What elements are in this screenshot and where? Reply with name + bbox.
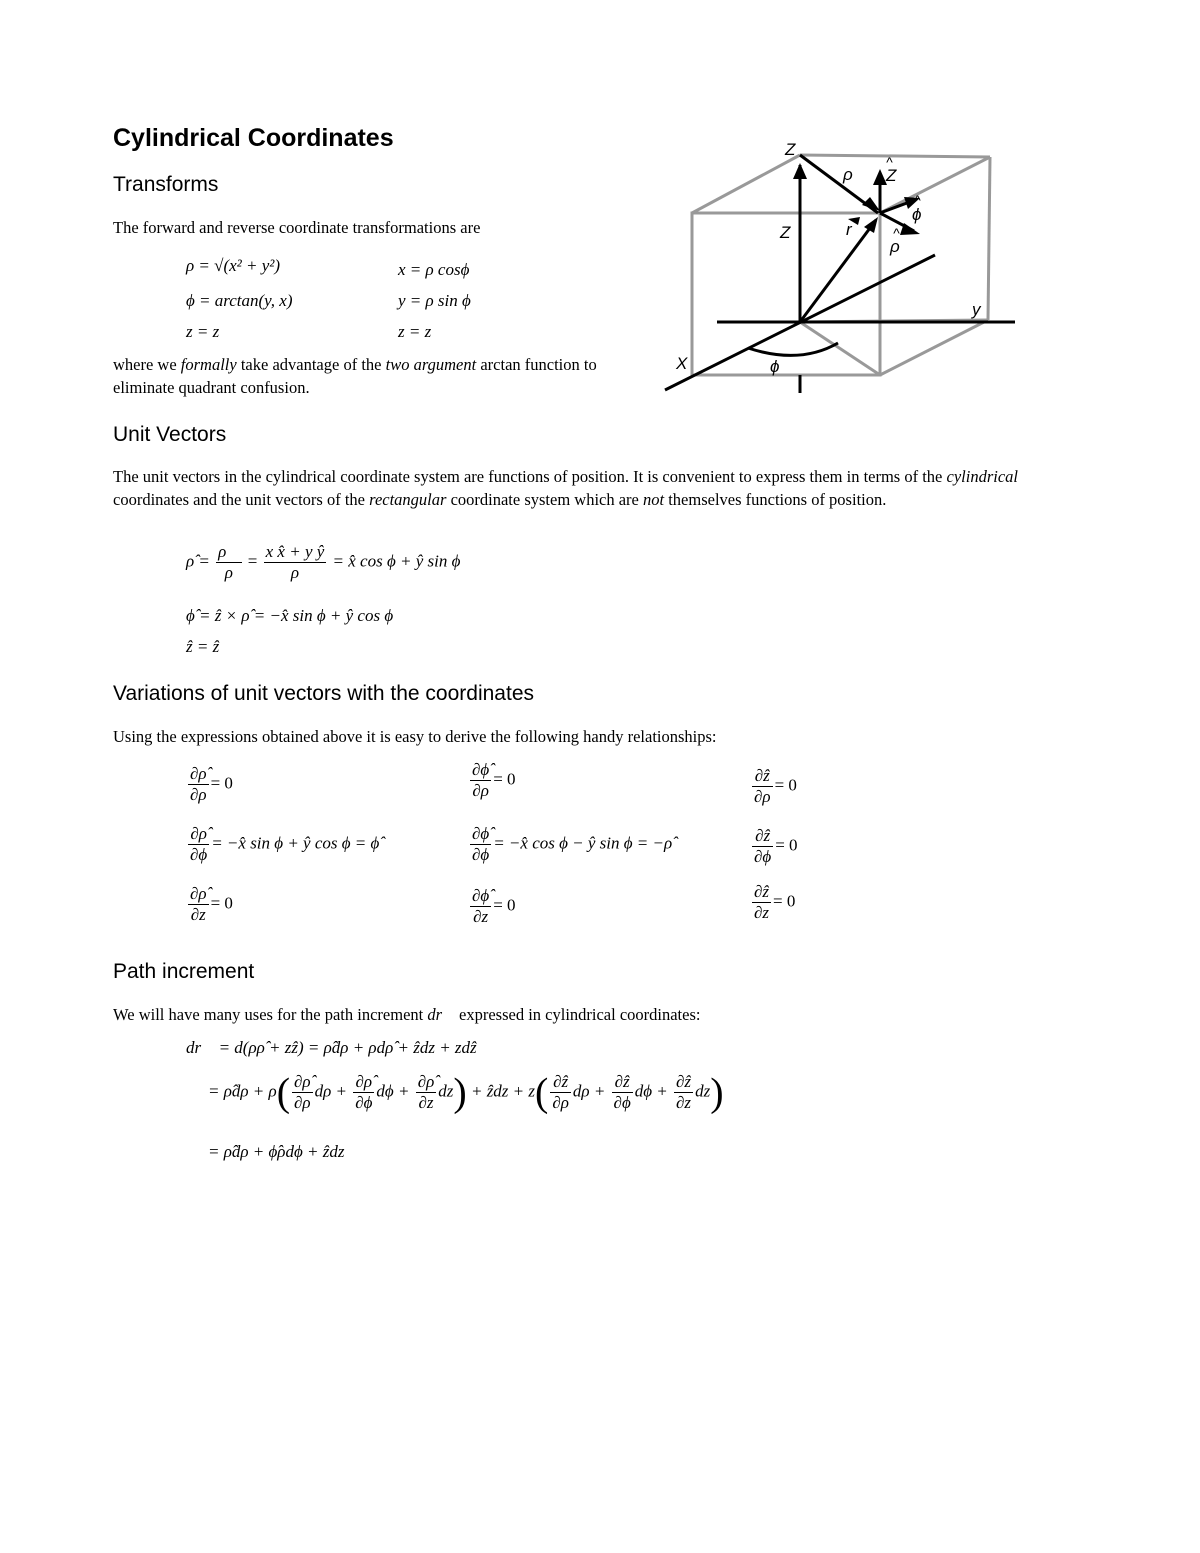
cylindrical-coordinates-figure (650, 135, 1030, 400)
rho-hat-caret: ^ (893, 225, 900, 241)
z-axis-label: Z (785, 140, 796, 159)
y-axis-label: y (972, 300, 981, 319)
z-hat-label: Z (886, 166, 897, 185)
unit-vectors-paragraph: The unit vectors in the cylindrical coordinate system are functions of position. It is convenient to express them in terms of the cylindrical coordinates and the unit vectors of the rectangular coordinate system which are not themselves functions of position. (113, 467, 1018, 509)
eq-rho-forward: ρ = √(x² + y²) (186, 256, 281, 275)
transforms-note: where we formally take advantage of the two argument arctan function to eliminate quadrant confusion. (113, 355, 597, 397)
x-axis-label: X (676, 354, 688, 373)
derivative-z-hat-rho: $\frac{\text{∂ẑ}}{\partial\rho}$ = 0 (754, 766, 797, 806)
rho-hat-label: ρ (890, 237, 900, 256)
phi-angle-label: ϕ (770, 357, 780, 376)
variations-intro: Using the expressions obtained above it is easy to derive the following handy relationships: (113, 727, 717, 746)
eq-z-forward: z = z (186, 322, 220, 341)
derivative-phi-hat-z: $\frac{\partial\phî}{\partial z}$ = 0 (472, 886, 516, 926)
section-heading-variations: Variations of unit vectors with the coordinates (113, 682, 534, 705)
path-eq-line-3: = ρ̂dρ + ϕ̂ρdϕ + ẑdz (208, 1142, 345, 1161)
derivative-rho-hat-rho: $\frac{\partial\rhô}{\partial\rho}$ = 0 (190, 764, 233, 804)
eq-rho-hat: ρ̂ = $\frac{\rho⃗}{\rho}$ = $\frac{\text{x x̂ + y ŷ}}{\rho}$ = x̂ cos ϕ + ŷ sin ϕ (186, 542, 461, 582)
section-heading-transforms: Transforms (113, 173, 219, 196)
derivative-z-hat-z: $\frac{\text{∂ẑ}}{\partial z}$ = 0 (754, 882, 796, 922)
eq-phi-hat: ϕ̂ = ẑ × ρ̂ = −x̂ sin ϕ + ŷ cos ϕ (186, 606, 394, 625)
path-eq-line-1: dr⃗ = d(ρρ̂ + zẑ) = ρ̂dρ + ρdρ̂ + ẑdz + zdẑ (186, 1038, 477, 1057)
path-intro: We will have many uses for the path increment dr⃗ expressed in cylindrical coordinates: (113, 1005, 701, 1024)
path-eq-line-2: = ρ̂dρ + ρ( $\frac{\partial\rhô}{\partial\rho}$ dρ + $\frac{\partial\rhô}{\partial\phi}$ dϕ + $\frac{\partial\rhô}{\partial z}$ dz) + ẑdz + z( $\frac{\text{∂ẑ}}{\partial\rho}$ dρ + $\frac{\text{∂ẑ}}{\partial\phi}$ dϕ + $\frac{\text{∂ẑ}}{\partial z}$ dz) (208, 1069, 724, 1115)
eq-z-reverse: z = z (398, 322, 432, 341)
phi-hat-label: ϕ (912, 205, 922, 224)
derivative-rho-hat-phi: $\frac{\partial\rhô}{\partial\phi}$ = −x̂ sin ϕ + ŷ cos ϕ = ϕ̂ (190, 824, 380, 864)
phi-hat-caret: ^ (914, 192, 921, 208)
transforms-intro: The forward and reverse coordinate transformations are (113, 218, 481, 237)
eq-z-hat: ẑ = ẑ (186, 637, 220, 656)
z-height-label: Z (780, 223, 791, 242)
derivative-rho-hat-z: $\frac{\partial\rhô}{\partial z}$ = 0 (190, 884, 233, 924)
page-title: Cylindrical Coordinates (113, 124, 394, 152)
derivative-phi-hat-phi: $\frac{\partial\phî}{\partial\phi}$ = −x̂ cos ϕ − ŷ sin ϕ = −ρ̂ (472, 824, 673, 864)
eq-x-reverse: x = ρ cosϕ (398, 260, 470, 279)
derivative-phi-hat-rho: $\frac{\partial\phî}{\partial\rho}$ = 0 (472, 760, 516, 800)
r-vector-label: r (846, 220, 852, 239)
eq-y-reverse: y = ρ sin ϕ (398, 291, 471, 310)
section-heading-unit-vectors: Unit Vectors (113, 423, 227, 446)
rho-label: ρ (843, 165, 853, 184)
eq-phi-forward: ϕ = arctan(y, x) (186, 291, 293, 310)
section-heading-path-increment: Path increment (113, 960, 255, 983)
derivative-z-hat-phi: $\frac{\text{∂ẑ}}{\partial\phi}$ = 0 (754, 826, 798, 866)
z-hat-caret: ^ (886, 154, 893, 170)
